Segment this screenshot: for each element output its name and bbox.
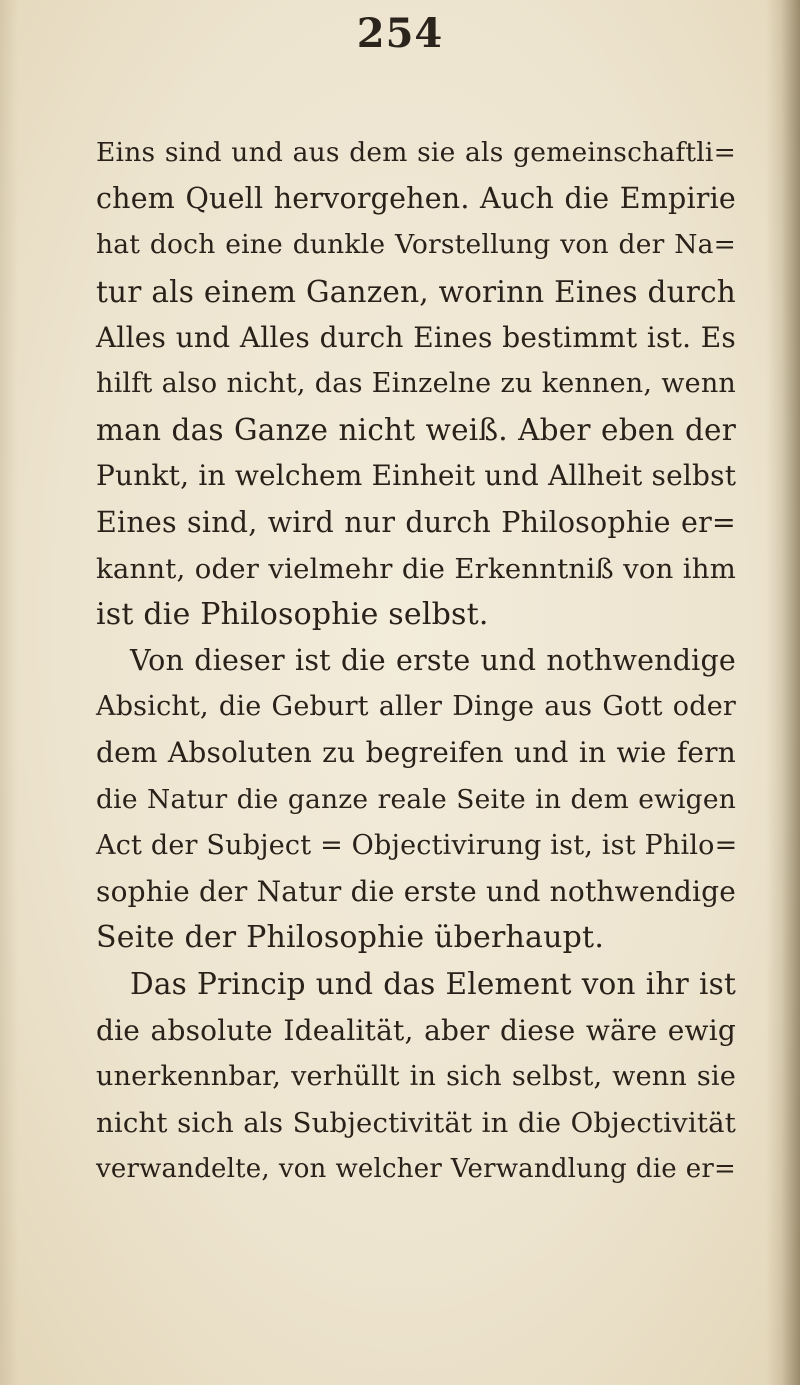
text-line: hat doch eine dunkle Vorstellung von der Na= <box>96 229 736 261</box>
body-text <box>96 130 736 1192</box>
paragraph-end-line: ist die Philosophie selbst. <box>96 596 489 632</box>
text-line: Alles und Alles durch Eines bestimmt ist. Es <box>96 320 736 354</box>
page-left-shadow <box>0 0 18 1385</box>
text-line: kannt, oder vielmehr die Erkenntniß von ihm <box>96 552 736 585</box>
paragraph-start-line: Das Princip und das Element von ihr ist <box>130 967 736 1002</box>
text-line: Act der Subject = Objectivirung ist, ist Philo= <box>96 829 738 861</box>
page-number: 254 <box>356 10 444 57</box>
paragraph-start-line: Von dieser ist die erste und nothwendige <box>130 644 736 678</box>
text-line: Punkt, in welchem Einheit und Allheit selbst <box>96 459 737 493</box>
text-line: man das Ganze nicht weiß. Aber eben der <box>96 413 736 448</box>
text-line: tur als einem Ganzen, worinn Eines durch <box>96 274 736 309</box>
text-line: Absicht, die Geburt aller Dinge aus Gott oder <box>96 691 736 723</box>
text-line: die Natur die ganze reale Seite in dem ewigen <box>96 783 736 815</box>
paragraph-end-line: Seite der Philosophie überhaupt. <box>96 920 605 956</box>
text-line: verwandelte, von welcher Verwandlung die er= <box>96 1154 736 1185</box>
text-line: Eines sind, wird nur durch Philosophie er= <box>96 505 736 539</box>
text-line: Eins sind und aus dem sie als gemeinschaftli= <box>96 137 736 168</box>
text-line: dem Absoluten zu begreifen und in wie fern <box>96 736 736 770</box>
page-right-edge <box>766 0 800 1385</box>
text-line: hilft also nicht, das Einzelne zu kennen, wenn <box>96 367 736 399</box>
text-line: die absolute Idealität, aber diese wäre ewig <box>96 1013 736 1047</box>
text-line: sophie der Natur die erste und nothwendige <box>96 875 736 908</box>
text-line: nicht sich als Subjectivität in die Objectivität <box>96 1106 736 1139</box>
text-line: unerkennbar, verhüllt in sich selbst, wenn sie <box>96 1060 736 1092</box>
text-line: chem Quell hervorgehen. Auch die Empirie <box>96 182 736 216</box>
